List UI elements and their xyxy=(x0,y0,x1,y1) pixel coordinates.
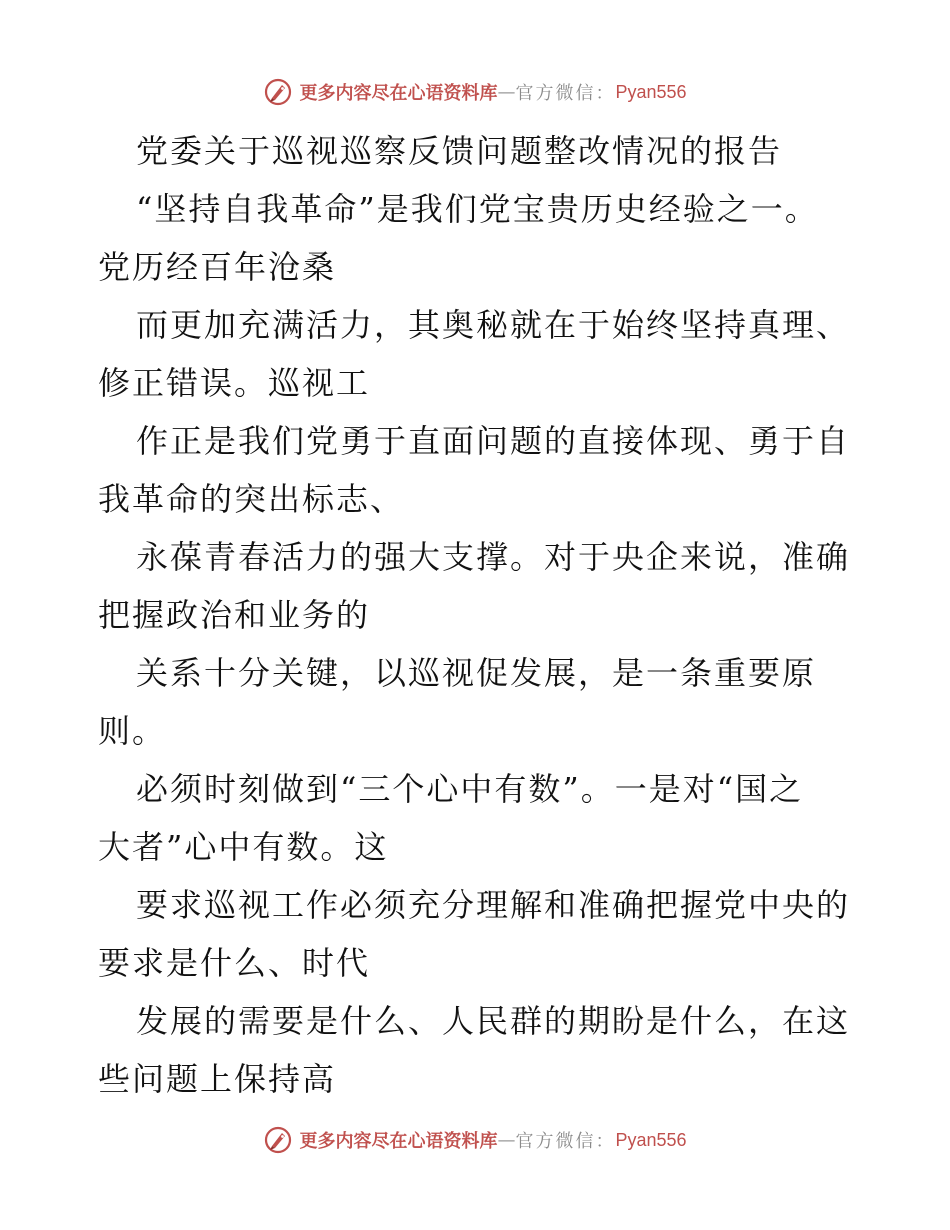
banner-separator: — xyxy=(497,1129,516,1151)
banner-wechat-id: Pyan556 xyxy=(615,81,687,102)
pen-nib-logo-icon xyxy=(263,77,293,107)
banner-official-label: 官方微信： xyxy=(515,83,616,104)
footer-watermark-banner xyxy=(0,1120,950,1160)
paragraph-line: 修正错误。巡视工 xyxy=(98,364,371,402)
paragraph-line: 要求是什么、时代 xyxy=(98,944,371,982)
paragraph-line: 则。 xyxy=(98,712,167,750)
paragraph-line: 把握政治和业务的 xyxy=(98,596,371,634)
banner-wechat-id: Pyan556 xyxy=(615,1129,687,1150)
document-title: 党委关于巡视巡察反馈问题整改情况的报告 xyxy=(136,132,783,170)
document-body xyxy=(98,122,858,1108)
banner-brand-text: 更多内容尽在心语资料库 xyxy=(299,83,498,104)
paragraph-line: 作正是我们党勇于直面问题的直接体现、勇于自 xyxy=(136,422,851,460)
paragraph-line: 必须时刻做到“三个心中有数”。一是对“国之 xyxy=(136,770,804,808)
banner-brand-text: 更多内容尽在心语资料库 xyxy=(299,1131,498,1152)
paragraph-line: 而更加充满活力，其奥秘就在于始终坚持真理、 xyxy=(136,306,851,344)
paragraph-line: “坚持自我革命”是我们党宝贵历史经验之一。 xyxy=(136,190,819,228)
banner-official-label: 官方微信： xyxy=(515,1131,616,1152)
paragraph-line: 要求巡视工作必须充分理解和准确把握党中央的 xyxy=(136,886,851,924)
header-watermark-banner xyxy=(0,72,950,112)
banner-separator: — xyxy=(497,81,516,103)
paragraph-line: 关系十分关键，以巡视促发展，是一条重要原 xyxy=(136,654,817,692)
paragraph-line: 发展的需要是什么、人民群的期盼是什么，在这 xyxy=(136,1002,851,1040)
pen-nib-logo-icon xyxy=(263,1125,293,1155)
paragraph-line: 党历经百年沧桑 xyxy=(98,248,337,286)
paragraph-line: 些问题上保持高 xyxy=(98,1060,337,1098)
paragraph-line: 大者”心中有数。这 xyxy=(98,828,389,866)
paragraph-line: 永葆青春活力的强大支撑。对于央企来说，准确 xyxy=(136,538,851,576)
paragraph-line: 我革命的突出标志、 xyxy=(98,480,405,518)
